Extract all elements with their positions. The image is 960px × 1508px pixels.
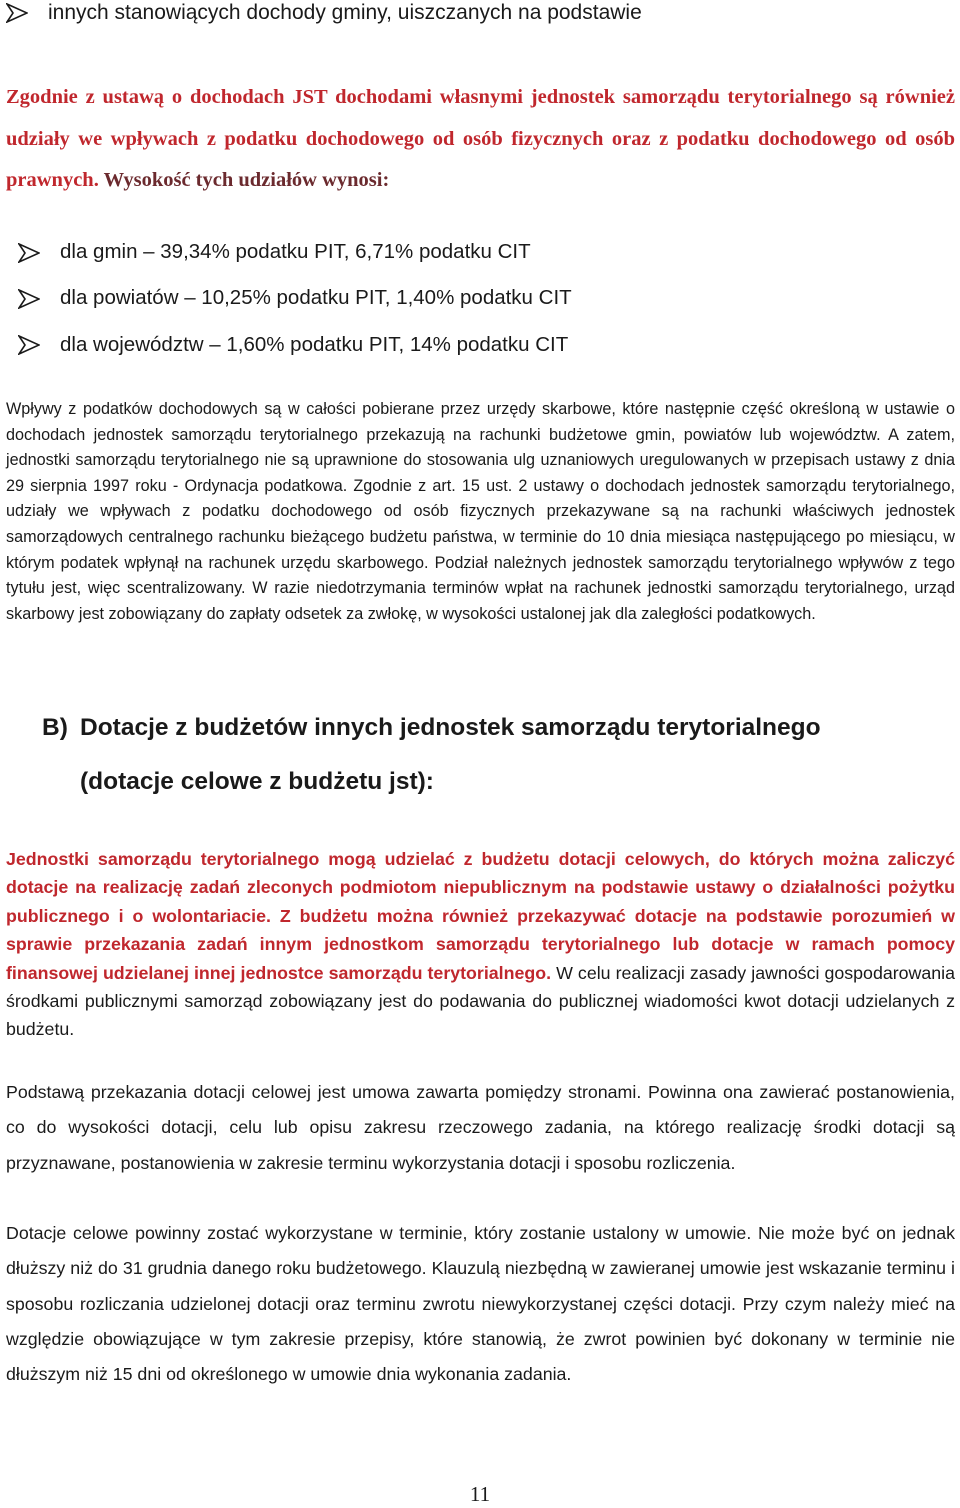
bullet-text: innych stanowiących dochody gminy, uiszczanych na podstawie — [48, 1, 642, 24]
arrow-bullet-icon — [18, 243, 40, 263]
paragraph-dotacje: Dotacje celowe powinny zostać wykorzystane w terminie, który zostanie ustalony w umowie. Nie może być on jednak dłuższy niż do 31 grudnia danego roku budżetowego. Klauzulą niezbędną w zawieranej umowie jest wskazanie terminu i sposobu rozliczania udzielonej dotacji oraz terminu zwrotu niewykorzystanej części dotacji. Przy czym należy mieć na względzie obowiązujące w tym zakresie przepisy, które stanowią, że zwrot powinien być dokonany w terminie nie dłuższym niż 15 dni od określonego w umowie dnia wykonania zadania. — [6, 1223, 955, 1385]
highlighted-text: Jednostki samorządu terytorialnego mogą udzielać z budżetu dotacji celowych, do których można zaliczyć dotacje na realizację zadań zleconych podmiotom niepublicznym na podstawie ustawy o działalności pożytku publicznego i o wolontariacie. Z budżetu można również przekazywać dotacje na podstawie porozumień w sprawie przekazania zadań innym jednostkom samorządu terytorialnego lub dotacje w ramach pomocy finansowej udzielanej innej jednostce samorządu terytorialnego. — [6, 849, 955, 983]
bullet-item-top — [6, 0, 642, 26]
page-number: 11 — [469, 1482, 491, 1506]
rate-text: dla gmin – 39,34% podatku PIT, 6,71% podatku CIT — [60, 240, 531, 263]
rate-text: dla powiatów – 10,25% podatku PIT, 1,40% podatku CIT — [60, 286, 572, 310]
arrow-bullet-icon — [6, 3, 28, 23]
arrow-bullet-icon — [18, 335, 40, 355]
list-item — [18, 275, 572, 321]
intro-paragraph — [6, 77, 955, 202]
section-marker: B) — [42, 714, 68, 741]
intro-text-rates: Wysokość tych udziałów wynosi: — [103, 169, 390, 191]
intro-text: Zgodnie z ustawą o dochodach JST dochodami własnymi jednostek samorządu terytorialnego są również udziały we wpływach z podatku dochodowego od osób fizycznych oraz z podatku dochodowego od osób prawnych. — [6, 86, 955, 191]
rate-text: dla województw – 1,60% podatku PIT, 14% podatku CIT — [60, 332, 569, 356]
arrow-bullet-icon — [18, 289, 40, 309]
section-subtitle: (dotacje celowe z budżetu jst): — [80, 768, 434, 795]
list-item — [18, 322, 572, 368]
paragraph-podstawa: Podstawą przekazania dotacji celowej jest umowa zawarta pomiędzy stronami. Powinna ona zawierać postanowienia, co do wysokości dotacji, celu lub opisu zakresu rzeczowego zadania, na którego realizację środki dotacji są przyznawane, postanowienia w zakresie terminu wykorzystania dotacji i sposobu rozliczenia. — [6, 1082, 955, 1173]
body-text: W celu realizacji zasady jawności gospodarowania środkami publicznymi samorząd zobowiązany jest do podawania do publicznej wiadomości kwot dotacji udzielanych z budżetu. — [6, 962, 955, 1040]
section-heading — [42, 708, 821, 748]
list-item — [18, 229, 572, 275]
rates-list — [18, 229, 572, 368]
paragraph-wplywy: Wpływy z podatków dochodowych są w całości pobierane przez urzędy skarbowe, które następnie część określoną w ustawie o dochodach jednostek samorządu terytorialnego przekazują na rachunki budżetowe gmin, powiatów lub województw. A zatem, jednostki samorządu terytorialnego nie są uprawnione do stosowania ulg uznaniowych uregulowanych w przepisach ustawy z dnia 29 sierpnia 1997 roku - Ordynacja podatkowa. Zgodnie z art. 15 ust. 2 ustawy o dochodach jednostek samorządu terytorialnego, udziały we wpływach z podatku dochodowego od osób fizycznych przekazywane są na rachunki właściwych jednostek samorządowych centralnego rachunku bieżącego budżetu państwa, w terminie do 10 dnia miesiąca następującego po miesiącu, w którym podatek wpłynął na rachunek urzędu skarbowego. Podział należnych jednostek samorządu terytorialnego wpływów z tego tytułu jest, więc scentralizowany. W razie niedotrzymania terminów wpłat na rachunek jednostki samorządu terytorialnego, urząd skarbowy jest zobowiązany do zapłaty odsetek za zwłokę, w wysokości ustalonej jak dla zaległości podatkowych. — [6, 400, 955, 623]
section-title: Dotacje z budżetów innych jednostek samorządu terytorialnego — [80, 714, 821, 741]
paragraph-jednostki — [6, 845, 955, 1044]
